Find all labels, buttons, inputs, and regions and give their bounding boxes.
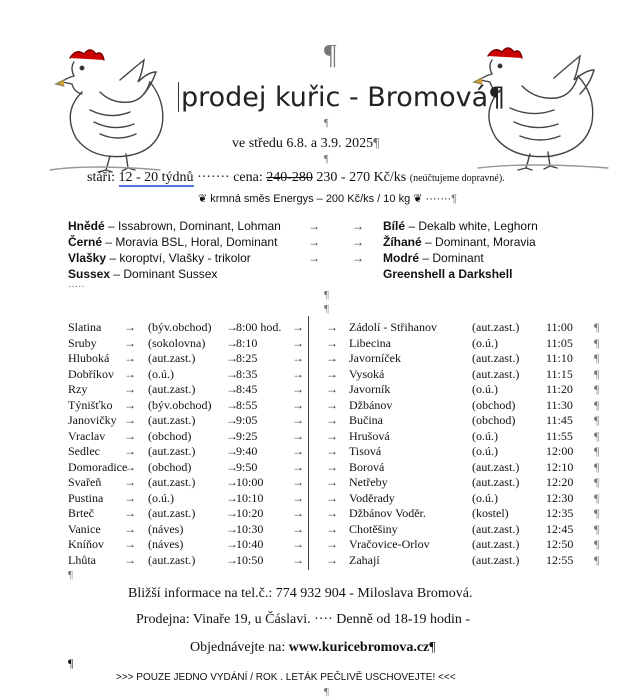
stop-place: Hrušová bbox=[349, 428, 390, 443]
stop-place: Tisová bbox=[349, 444, 382, 458]
website-link[interactable]: www.kuricebromova.cz bbox=[288, 640, 430, 655]
hen-illustration-left bbox=[40, 40, 170, 175]
stop-time: 11:55 bbox=[546, 428, 573, 443]
paragraph-mark: ¶ bbox=[594, 537, 600, 551]
stop-place: Vanice bbox=[68, 521, 101, 536]
stop-location: (kostel) bbox=[472, 506, 509, 520]
tab-arrow: → bbox=[124, 552, 136, 567]
tab-arrow: → bbox=[124, 428, 136, 443]
paragraph-mark: ¶ bbox=[324, 40, 337, 71]
tab-arrow: → bbox=[292, 537, 304, 551]
tab-arrow: → bbox=[352, 219, 364, 233]
paragraph-mark: ¶ bbox=[594, 490, 600, 505]
stop-place: Vysoká bbox=[349, 366, 385, 381]
tab-arrow: → bbox=[292, 413, 304, 427]
paragraph-mark: ¶ bbox=[594, 475, 600, 489]
tab-arrow: → bbox=[124, 444, 136, 458]
stop-place: Janovičky bbox=[68, 413, 117, 427]
stop-place: Javorníček bbox=[349, 351, 401, 365]
stop-location: (aut.zast.) bbox=[148, 552, 196, 567]
paragraph-mark: ¶ bbox=[68, 569, 73, 581]
tab-arrow: → bbox=[308, 235, 320, 249]
stop-time: 9:25 bbox=[236, 428, 258, 443]
stop-time: 8:00 hod. bbox=[236, 320, 282, 334]
stop-time: 10:20 bbox=[236, 506, 264, 520]
stop-place: Kníňov bbox=[68, 537, 104, 551]
tab-arrow: → bbox=[292, 366, 304, 381]
stop-place: Džbánov Voděr. bbox=[349, 506, 426, 520]
tab-arrow: → bbox=[326, 475, 338, 489]
tab-arrow: → bbox=[326, 490, 338, 505]
tab-arrow: → bbox=[124, 335, 136, 350]
stop-place: Sruby bbox=[68, 335, 97, 350]
stop-place: Zádolí - Střihanov bbox=[349, 320, 437, 334]
stop-location: (aut.zast.) bbox=[472, 320, 520, 334]
tab-arrow: → bbox=[124, 397, 136, 412]
old-price: 240-280 bbox=[266, 170, 313, 185]
tab-arrow: → bbox=[292, 506, 304, 520]
stop-place: Brteč bbox=[68, 506, 94, 520]
schedule-divider bbox=[308, 316, 309, 570]
tab-arrow: → bbox=[308, 219, 320, 233]
stop-time: 11:00 bbox=[546, 320, 573, 334]
new-price: 230 - 270 Kč/ks bbox=[316, 170, 407, 185]
stop-location: (aut.zast.) bbox=[148, 351, 196, 365]
paragraph-mark: ¶ bbox=[594, 382, 600, 396]
sale-dates: ve středu 6.8. a 3.9. 2025¶ bbox=[232, 136, 380, 151]
stop-location: (obchod) bbox=[148, 459, 192, 474]
stop-time: 9:40 bbox=[236, 444, 258, 458]
stop-place: Lhůta bbox=[68, 552, 96, 567]
footer-notice: >>> POUZE JEDNO VYDÁNÍ / ROK . LETÁK PEČLIVĚ USCHOVEJTE! <<< bbox=[116, 672, 456, 683]
stop-location: (o.ú.) bbox=[472, 490, 498, 505]
stop-place: Rzy bbox=[68, 382, 88, 396]
tab-arrow: → bbox=[124, 521, 136, 536]
tab-arrow: → bbox=[226, 521, 238, 536]
stop-place: Džbánov bbox=[349, 397, 393, 412]
tab-arrow: → bbox=[326, 521, 338, 536]
stop-location: (o.ú.) bbox=[148, 366, 174, 381]
stop-location: (aut.zast.) bbox=[472, 459, 520, 474]
paragraph-mark: ¶ bbox=[324, 289, 329, 301]
stop-time: 11:45 bbox=[546, 413, 573, 427]
tab-arrow: → bbox=[226, 413, 238, 427]
tab-arrow: → bbox=[226, 366, 238, 381]
stop-location: (náves) bbox=[148, 521, 184, 536]
paragraph-mark: ¶ bbox=[594, 413, 600, 427]
stop-time: 12:20 bbox=[546, 475, 574, 489]
stop-time: 9:05 bbox=[236, 413, 258, 427]
tab-arrow: → bbox=[292, 351, 304, 365]
stop-location: (obchod) bbox=[472, 413, 516, 427]
stop-time: 10:30 bbox=[236, 521, 264, 536]
stop-time: 11:15 bbox=[546, 366, 573, 381]
stop-place: Domoradice bbox=[68, 459, 128, 474]
tab-arrow: → bbox=[352, 251, 364, 265]
stop-place: Netřeby bbox=[349, 475, 388, 489]
stop-time: 10:50 bbox=[236, 552, 264, 567]
stop-location: (aut.zast.) bbox=[472, 521, 520, 536]
text-cursor bbox=[178, 82, 179, 112]
paragraph-mark: ¶ bbox=[324, 686, 329, 698]
stop-location: (aut.zast.) bbox=[148, 506, 196, 520]
stop-location: (o.ú.) bbox=[472, 335, 498, 350]
stop-place: Borová bbox=[349, 459, 385, 474]
tab-arrow: → bbox=[292, 521, 304, 536]
paragraph-mark: ¶ bbox=[68, 656, 74, 670]
price-note: (neúčtujeme dopravné). bbox=[409, 173, 505, 184]
tab-arrow: → bbox=[226, 475, 238, 489]
stop-time: 12:10 bbox=[546, 459, 574, 474]
stop-time: 11:30 bbox=[546, 397, 573, 412]
tab-arrow: → bbox=[124, 475, 136, 489]
stop-location: (aut.zast.) bbox=[472, 552, 520, 567]
stop-place: Zahají bbox=[349, 552, 380, 567]
paragraph-mark: ¶ bbox=[594, 521, 600, 536]
age-range: 12 - 20 týdnů bbox=[118, 170, 194, 185]
paragraph-mark: ¶ bbox=[594, 552, 600, 567]
page-title: prodej kuřic - Bromová¶ bbox=[178, 82, 505, 113]
tab-arrow: → bbox=[226, 506, 238, 520]
stop-place: Pustina bbox=[68, 490, 104, 505]
stop-time: 12:00 bbox=[546, 444, 574, 458]
breed-right: Bílé – Dekalb white, Leghorn bbox=[383, 219, 538, 233]
stop-location: (sokolovna) bbox=[148, 335, 206, 350]
tab-arrow: → bbox=[326, 413, 338, 427]
paragraph-mark: ¶ bbox=[594, 335, 600, 350]
tab-arrow: → bbox=[326, 459, 338, 474]
tab-arrow: → bbox=[308, 251, 320, 265]
stop-place: Voděrady bbox=[349, 490, 395, 505]
stop-location: (aut.zast.) bbox=[472, 475, 520, 489]
stop-location: (býv.obchod) bbox=[148, 320, 212, 334]
feed-line: ❦ krmná směs Energys – 200 Kč/ks / 10 kg ❦ ·······¶ bbox=[198, 193, 458, 205]
tab-arrow: → bbox=[292, 335, 304, 350]
paragraph-mark: ¶ bbox=[324, 154, 329, 165]
stop-time: 8:25 bbox=[236, 351, 258, 365]
tab-arrow: → bbox=[226, 537, 238, 551]
stop-place: Dobříkov bbox=[68, 366, 114, 381]
tab-arrow: → bbox=[124, 490, 136, 505]
breed-left: Hnědé – Issabrown, Dominant, Lohman bbox=[68, 219, 281, 233]
tab-arrow: → bbox=[226, 459, 238, 474]
paragraph-mark: ¶ bbox=[324, 303, 329, 315]
stop-location: (aut.zast.) bbox=[148, 382, 196, 396]
stop-place: Javorník bbox=[349, 382, 391, 396]
tab-arrow: → bbox=[226, 490, 238, 505]
tab-arrow: → bbox=[292, 428, 304, 443]
tab-arrow: → bbox=[124, 413, 136, 427]
tab-arrow: → bbox=[292, 459, 304, 474]
tab-arrow: → bbox=[326, 351, 338, 365]
stop-place: Sedlec bbox=[68, 444, 100, 458]
stop-location: (aut.zast.) bbox=[472, 351, 520, 365]
footer-dots: ····· bbox=[68, 281, 85, 292]
breed-right: Greenshell a Darkshell bbox=[383, 267, 513, 281]
stop-time: 10:00 bbox=[236, 475, 264, 489]
tab-arrow: → bbox=[292, 382, 304, 396]
paragraph-mark: ¶ bbox=[594, 366, 600, 381]
order-line: Objednávejte na: www.kuricebromova.cz¶ bbox=[190, 640, 436, 655]
paragraph-mark: ¶ bbox=[594, 428, 600, 443]
paragraph-mark: ¶ bbox=[594, 320, 600, 334]
stop-time: 8:10 bbox=[236, 335, 258, 350]
tab-arrow: → bbox=[326, 397, 338, 412]
tab-arrow: → bbox=[292, 552, 304, 567]
stop-location: (obchod) bbox=[148, 428, 192, 443]
breed-left: Sussex – Dominant Sussex bbox=[68, 267, 218, 281]
stop-place: Libecina bbox=[349, 335, 391, 350]
tab-arrow: → bbox=[292, 444, 304, 458]
tab-arrow: → bbox=[326, 428, 338, 443]
tab-arrow: → bbox=[326, 552, 338, 567]
stop-location: (aut.zast.) bbox=[148, 413, 196, 427]
stop-time: 10:10 bbox=[236, 490, 264, 505]
tab-arrow: → bbox=[226, 351, 238, 365]
tab-arrow: → bbox=[124, 459, 136, 474]
stop-time: 11:20 bbox=[546, 382, 573, 396]
stop-time: 9:50 bbox=[236, 459, 258, 474]
stop-location: (náves) bbox=[148, 537, 184, 551]
tab-arrow: → bbox=[226, 552, 238, 567]
stop-location: (býv.obchod) bbox=[148, 397, 212, 412]
stop-place: Svařeň bbox=[68, 475, 102, 489]
stop-location: (o.ú.) bbox=[472, 382, 498, 396]
stop-location: (aut.zast.) bbox=[472, 537, 520, 551]
contact-info: Bližší informace na tel.č.: 774 932 904 - Miloslava Bromová. bbox=[128, 586, 473, 601]
breed-left: Vlašky – koroptví, Vlašky - trikolor bbox=[68, 251, 251, 265]
stop-time: 12:30 bbox=[546, 490, 574, 505]
stop-location: (o.ú.) bbox=[472, 444, 498, 458]
tab-arrow: → bbox=[124, 382, 136, 396]
stop-place: Týnišťko bbox=[68, 397, 113, 412]
stop-location: (aut.zast.) bbox=[148, 444, 196, 458]
stop-place: Slatina bbox=[68, 320, 102, 334]
tab-arrow: → bbox=[292, 320, 304, 334]
stop-time: 12:45 bbox=[546, 521, 574, 536]
stop-time: 12:50 bbox=[546, 537, 574, 551]
stop-place: Vračovice-Orlov bbox=[349, 537, 430, 551]
tab-arrow: → bbox=[226, 382, 238, 396]
stop-location: (obchod) bbox=[472, 397, 516, 412]
stop-place: Bučina bbox=[349, 413, 383, 427]
tab-arrow: → bbox=[124, 351, 136, 365]
stop-place: Chotěšiny bbox=[349, 521, 398, 536]
stop-time: 10:40 bbox=[236, 537, 264, 551]
tab-arrow: → bbox=[326, 366, 338, 381]
stop-time: 11:05 bbox=[546, 335, 573, 350]
tab-arrow: → bbox=[226, 320, 238, 334]
stop-place: Vraclav bbox=[68, 428, 106, 443]
paragraph-mark: ¶ bbox=[594, 397, 600, 412]
tab-arrow: → bbox=[326, 506, 338, 520]
tab-arrow: → bbox=[326, 444, 338, 458]
stop-time: 12:35 bbox=[546, 506, 574, 520]
stop-time: 12:55 bbox=[546, 552, 574, 567]
tab-arrow: → bbox=[292, 397, 304, 412]
stop-time: 8:35 bbox=[236, 366, 258, 381]
paragraph-mark: ¶ bbox=[594, 459, 600, 474]
stop-location: (aut.zast.) bbox=[148, 475, 196, 489]
tab-arrow: → bbox=[124, 320, 136, 334]
breed-right: Modré – Dominant bbox=[383, 251, 484, 265]
paragraph-mark: ¶ bbox=[324, 118, 329, 129]
tab-arrow: → bbox=[124, 506, 136, 520]
tab-arrow: → bbox=[326, 335, 338, 350]
tab-arrow: → bbox=[124, 537, 136, 551]
paragraph-mark: ¶ bbox=[594, 506, 600, 520]
stop-location: (aut.zast.) bbox=[472, 366, 520, 381]
paragraph-mark: ¶ bbox=[594, 444, 600, 458]
shop-info: Prodejna: Vinaře 19, u Čáslavi. ···· Denně od 18-19 hodin - bbox=[136, 612, 471, 627]
tab-arrow: → bbox=[292, 475, 304, 489]
stop-place: Hluboká bbox=[68, 351, 110, 365]
tab-arrow: → bbox=[326, 537, 338, 551]
paragraph-mark: ¶ bbox=[594, 351, 600, 365]
age-price-line: stáří: 12 - 20 týdnů ······· cena: 240-280 230 - 270 Kč/ks (neúčtujeme dopravné). bbox=[87, 170, 505, 185]
tab-arrow: → bbox=[226, 428, 238, 443]
stop-location: (o.ú.) bbox=[148, 490, 174, 505]
tab-arrow: → bbox=[352, 235, 364, 249]
tab-arrow: → bbox=[226, 397, 238, 412]
tab-arrow: → bbox=[292, 490, 304, 505]
stop-location: (o.ú.) bbox=[472, 428, 498, 443]
breed-left: Černé – Moravia BSL, Horal, Dominant bbox=[68, 235, 278, 249]
tab-arrow: → bbox=[326, 320, 338, 334]
tab-arrow: → bbox=[326, 382, 338, 396]
tab-arrow: → bbox=[226, 335, 238, 350]
breed-right: Žíhané – Dominant, Moravia bbox=[383, 235, 536, 249]
stop-time: 8:45 bbox=[236, 382, 258, 396]
stop-time: 11:10 bbox=[546, 351, 573, 365]
tab-arrow: → bbox=[124, 366, 136, 381]
tab-arrow: → bbox=[226, 444, 238, 458]
wheat-icon: ❦ bbox=[198, 193, 208, 205]
wheat-icon: ❦ bbox=[413, 193, 423, 205]
stop-time: 8:55 bbox=[236, 397, 258, 412]
